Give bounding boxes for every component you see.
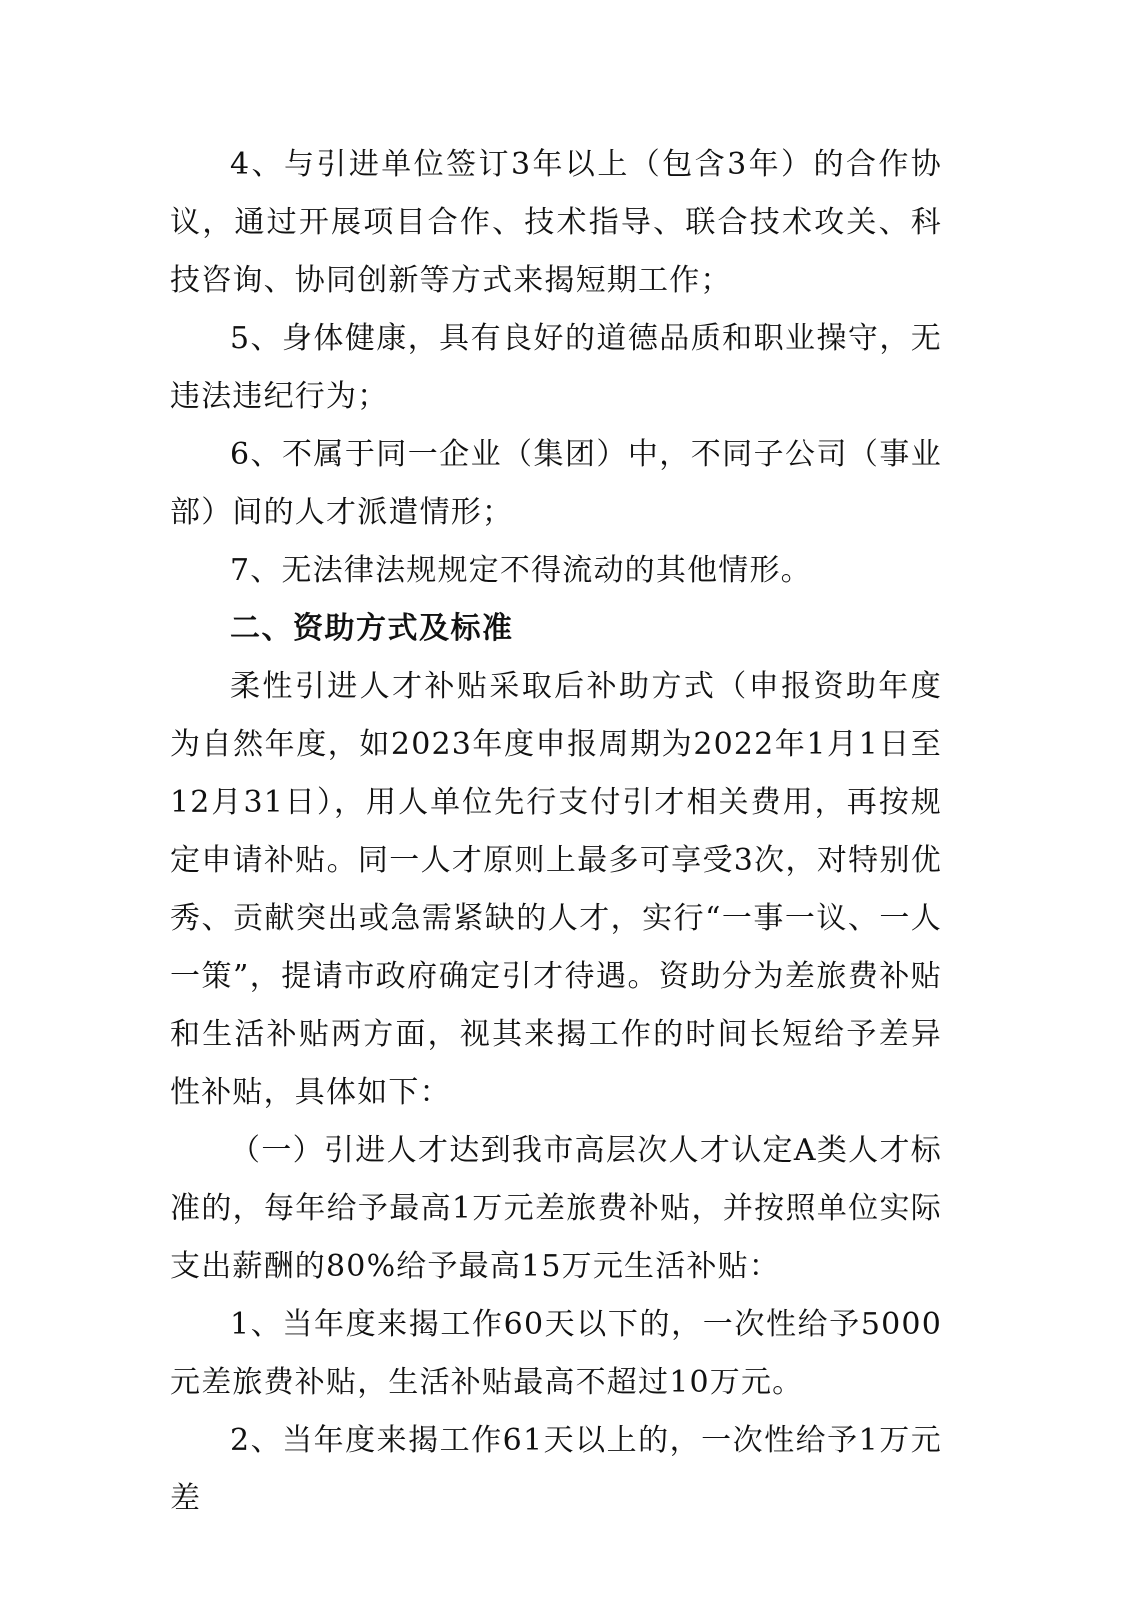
paragraph-subsidy-method: 柔性引进人才补贴采取后补助方式（申报资助年度为自然年度，如2023年度申报周期为2022年1月1日至12月31日），用人单位先行支付引才相关费用，再按规定申请补贴。同一人才原则上最多可享受3次，对特别优秀、贡献突出或急需紧缺的人才，实行“一事一议、一人一策”，提请市政府确定引才待遇。资助分为差旅费补贴和生活补贴两方面，视其来揭工作的时间长短给予差异性补贴，具体如下： — [170, 669, 943, 1110]
section-heading: 二、资助方式及标准 — [230, 611, 514, 646]
paragraph-item-4: 4、与引进单位签订3年以上（包含3年）的合作协议，通过开展项目合作、技术指导、联合技术攻关、科技咨询、协同创新等方式来揭短期工作； — [170, 147, 942, 298]
paragraph-item-5: 5、身体健康，具有良好的道德品质和职业操守，无违法违纪行为； — [170, 321, 942, 414]
document-body — [170, 136, 942, 1528]
paragraph-sub-item-1: 1、当年度来揭工作60天以下的，一次性给予5000元差旅费补贴，生活补贴最高不超过10万元。 — [170, 1307, 942, 1400]
paragraph-sub-item-2: 2、当年度来揭工作61天以上的，一次性给予1万元差 — [170, 1423, 942, 1516]
paragraph-item-7: 7、无法律法规规定不得流动的其他情形。 — [230, 553, 812, 588]
paragraph-item-6: 6、不属于同一企业（集团）中，不同子公司（事业部）间的人才派遣情形； — [170, 437, 942, 530]
paragraph-category-a: （一）引进人才达到我市高层次人才认定A类人才标准的，每年给予最高1万元差旅费补贴，并按照单位实际支出薪酬的80%给予最高15万元生活补贴： — [170, 1133, 942, 1284]
